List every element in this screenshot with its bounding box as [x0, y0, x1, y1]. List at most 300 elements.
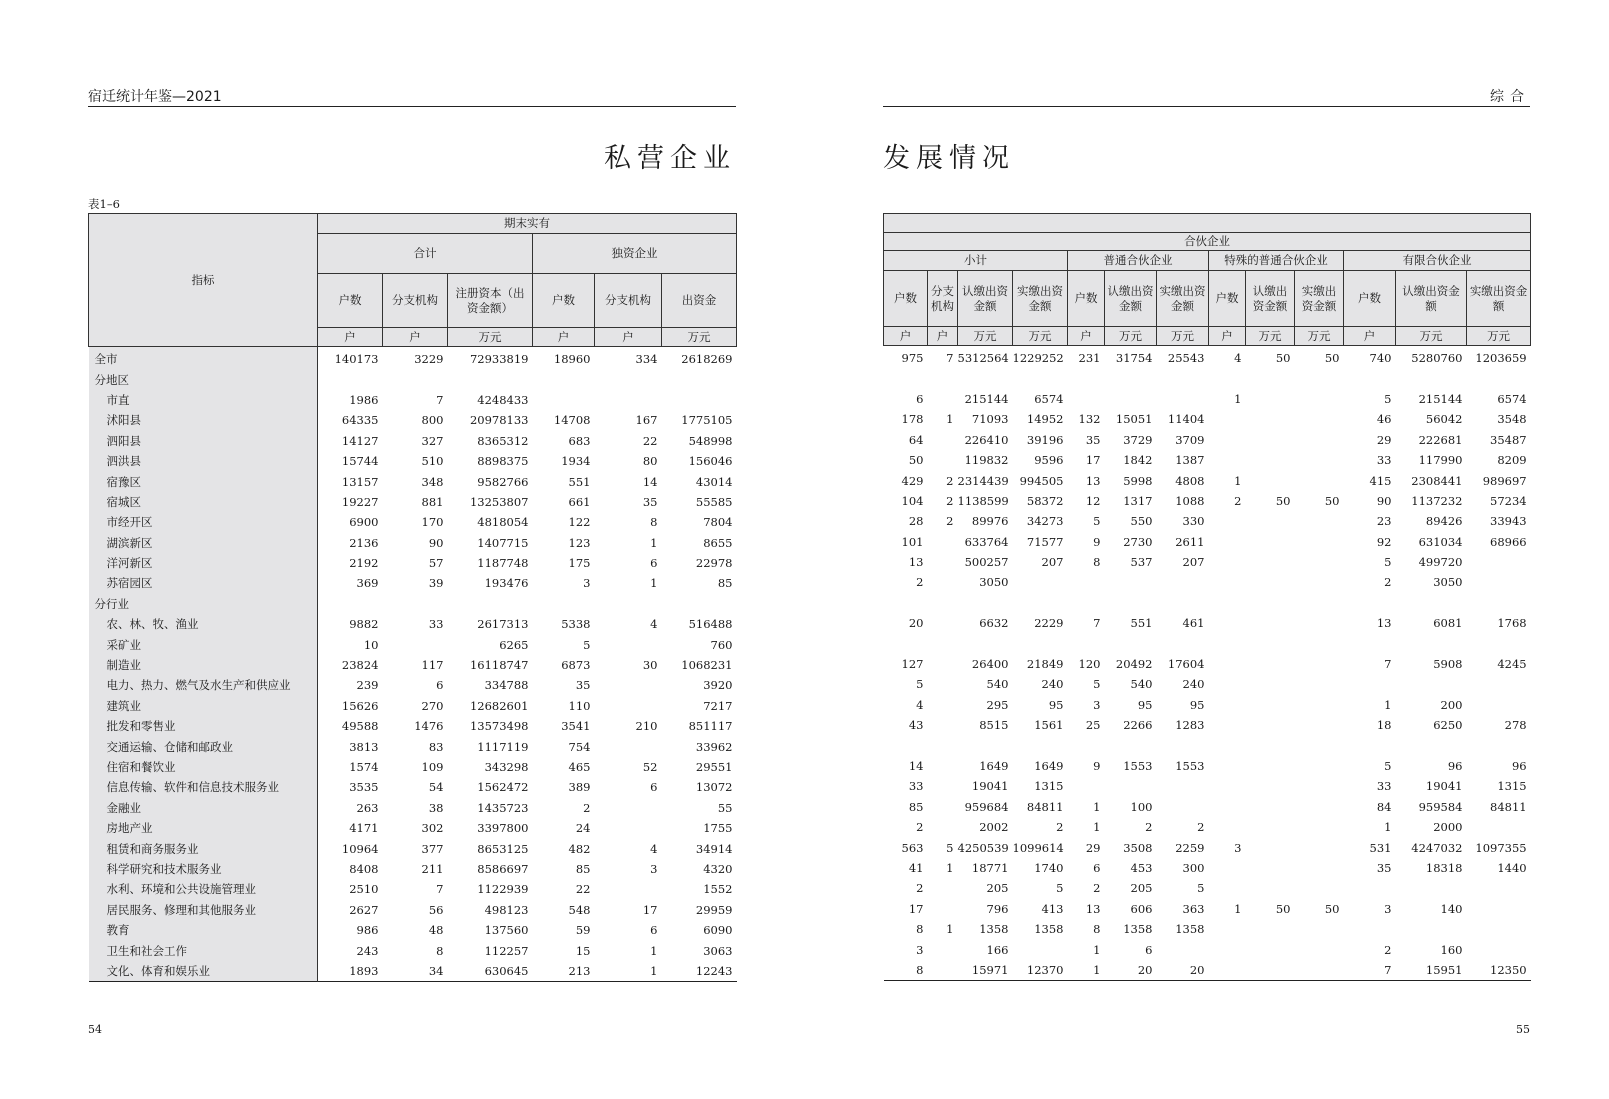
data-cell — [1013, 939, 1068, 959]
data-cell — [1246, 939, 1295, 959]
data-cell: 389 — [568, 780, 591, 795]
table-row — [89, 410, 737, 430]
table-row — [89, 492, 737, 512]
data-cell: 43 — [908, 718, 924, 733]
data-cell: 38 — [428, 800, 444, 815]
data-cell: 68966 — [1490, 534, 1527, 549]
data-cell — [928, 817, 958, 837]
data-cell: 334 — [635, 352, 658, 367]
data-cell: 369 — [356, 576, 379, 591]
data-cell — [1013, 593, 1068, 613]
running-head-right: 综合 — [883, 86, 1530, 107]
table-row — [884, 491, 1531, 511]
data-cell — [1105, 633, 1157, 653]
data-cell: 39 — [428, 576, 444, 591]
data-cell — [383, 634, 448, 654]
data-cell — [1467, 593, 1531, 613]
data-cell: 35 — [1376, 860, 1392, 875]
header-col: 注册资本（出资金额） — [448, 274, 533, 328]
data-cell: 1553 — [1123, 759, 1153, 773]
data-cell: 302 — [421, 821, 444, 836]
data-cell: 33 — [1376, 779, 1392, 794]
data-cell: 1 — [1234, 901, 1242, 916]
data-cell: 33 — [908, 779, 924, 794]
data-cell: 1934 — [561, 454, 591, 469]
data-cell: 453 — [1130, 860, 1153, 875]
data-cell — [595, 390, 662, 410]
table-row — [89, 696, 737, 716]
header-col: 户数 — [1344, 271, 1396, 327]
data-cell: 22 — [575, 882, 591, 897]
header-col: 认缴出资金额 — [1105, 271, 1157, 327]
row-label: 泗阳县 — [89, 431, 318, 451]
data-cell: 127 — [901, 657, 924, 672]
data-cell — [1246, 389, 1295, 409]
data-cell — [1068, 389, 1105, 409]
header-group-limited: 有限合伙企业 — [1344, 251, 1531, 271]
data-cell: 50 — [908, 453, 924, 468]
data-cell: 537 — [1130, 555, 1153, 570]
header-col: 认缴出资金额 — [958, 271, 1013, 327]
table-row — [884, 552, 1531, 572]
data-cell: 630645 — [484, 963, 529, 978]
data-cell: 295 — [986, 697, 1009, 712]
row-label: 教育 — [89, 920, 318, 940]
data-cell: 3508 — [1123, 840, 1153, 855]
data-cell: 631034 — [1418, 534, 1463, 549]
data-cell: 6 — [1145, 942, 1153, 957]
data-cell: 1229252 — [1012, 351, 1064, 366]
data-cell: 548998 — [688, 433, 733, 448]
table-row — [884, 939, 1531, 959]
unit-cell: 户 — [1344, 327, 1396, 346]
data-cell: 7 — [1093, 616, 1101, 631]
data-cell: 6900 — [349, 515, 379, 530]
table-row — [89, 798, 737, 818]
table-row — [884, 817, 1531, 837]
data-cell: 683 — [568, 433, 591, 448]
data-cell: 5 — [916, 677, 924, 692]
data-cell: 1122939 — [477, 882, 529, 897]
header-col: 户数 — [884, 271, 928, 327]
data-cell — [1246, 593, 1295, 613]
row-label: 电力、热力、燃气及水生产和供应业 — [89, 675, 318, 695]
data-cell: 989697 — [1482, 473, 1527, 488]
data-cell: 377 — [421, 841, 444, 856]
header-col: 分支机构 — [595, 274, 662, 328]
data-cell — [1246, 919, 1295, 939]
data-cell: 4 — [916, 697, 924, 712]
data-cell — [958, 633, 1013, 653]
data-cell — [884, 633, 928, 653]
data-cell: 330 — [1182, 514, 1205, 529]
data-cell — [1467, 572, 1531, 592]
data-cell: 95 — [1137, 697, 1153, 712]
data-cell — [1295, 695, 1344, 715]
data-cell: 213 — [568, 963, 591, 978]
data-cell: 4320 — [703, 861, 733, 876]
row-label: 建筑业 — [89, 696, 318, 716]
table-row — [89, 879, 737, 899]
data-cell: 95 — [1189, 697, 1205, 712]
data-cell — [1295, 409, 1344, 429]
data-cell — [1209, 593, 1246, 613]
data-cell: 7 — [1384, 657, 1392, 672]
data-cell: 1 — [1093, 799, 1101, 814]
row-label: 卫生和社会工作 — [89, 940, 318, 960]
data-cell: 10964 — [341, 841, 379, 856]
data-cell: 994505 — [1019, 473, 1064, 488]
data-cell: 19041 — [971, 779, 1009, 794]
data-cell: 55 — [717, 800, 733, 815]
table-id: 表1–6 — [88, 197, 120, 211]
header-col: 实缴出资金额 — [1295, 271, 1344, 327]
data-cell: 975 — [901, 351, 924, 366]
data-cell: 178 — [901, 412, 924, 427]
data-cell — [1105, 776, 1157, 796]
data-cell: 8653125 — [477, 841, 529, 856]
data-cell: 8655 — [703, 535, 733, 550]
table-row — [89, 431, 737, 451]
data-cell — [1209, 674, 1246, 694]
data-cell: 2136 — [349, 535, 379, 550]
unit-cell: 户 — [318, 328, 383, 347]
data-cell: 207 — [1182, 555, 1205, 570]
data-cell: 13573498 — [469, 719, 529, 734]
header-period-end: 期末实有 — [318, 214, 737, 234]
data-cell: 7 — [946, 351, 954, 366]
data-cell: 1315 — [1497, 779, 1527, 794]
data-cell: 510 — [421, 454, 444, 469]
row-label: 洋河新区 — [89, 553, 318, 573]
data-cell — [1246, 430, 1295, 450]
data-cell: 120 — [1078, 657, 1101, 672]
data-cell: 84 — [1376, 799, 1392, 814]
data-cell: 2 — [916, 881, 924, 896]
data-cell: 104 — [901, 493, 924, 508]
data-cell — [1105, 735, 1157, 755]
data-cell: 9582766 — [477, 474, 529, 489]
data-cell — [318, 369, 383, 389]
row-label: 租赁和商务服务业 — [89, 838, 318, 858]
data-cell — [662, 594, 737, 614]
right-data-table — [883, 213, 1531, 981]
data-cell: 14 — [908, 759, 924, 773]
data-cell: 95 — [1048, 697, 1064, 712]
data-cell: 90 — [1376, 493, 1392, 508]
data-cell: 8365312 — [477, 433, 529, 448]
data-cell: 5 — [1093, 514, 1101, 529]
data-cell: 50 — [1324, 351, 1340, 366]
data-cell — [1209, 572, 1246, 592]
data-cell: 1893 — [349, 963, 379, 978]
row-label: 居民服务、修理和其他服务业 — [89, 900, 318, 920]
data-cell: 58372 — [1026, 493, 1064, 508]
data-cell: 20492 — [1115, 657, 1153, 672]
data-cell — [1209, 715, 1246, 735]
data-cell — [1157, 939, 1209, 959]
data-cell: 29 — [1085, 840, 1101, 855]
data-cell — [1344, 919, 1396, 939]
data-cell: 14 — [642, 474, 658, 489]
data-cell: 30 — [642, 658, 658, 673]
data-cell: 1775105 — [681, 413, 733, 428]
data-cell: 2314439 — [957, 473, 1009, 488]
data-cell: 6 — [436, 678, 444, 693]
data-cell: 563 — [901, 840, 924, 855]
data-cell: 1 — [1093, 820, 1101, 835]
data-cell: 26400 — [971, 657, 1009, 672]
data-cell: 3229 — [414, 352, 444, 367]
data-cell: 167 — [635, 413, 658, 428]
data-cell — [1396, 919, 1467, 939]
data-cell: 327 — [421, 433, 444, 448]
row-label: 交通运输、仓储和邮政业 — [89, 736, 318, 756]
data-cell: 278 — [1504, 718, 1527, 733]
table-row — [884, 593, 1531, 613]
table-row — [884, 572, 1531, 592]
header-col: 分支机构 — [383, 274, 448, 328]
data-cell: 9596 — [1034, 453, 1064, 468]
data-cell — [1246, 797, 1295, 817]
data-cell — [1467, 633, 1531, 653]
data-cell: 33 — [428, 617, 444, 632]
data-cell — [884, 735, 928, 755]
data-cell: 35 — [1085, 432, 1101, 447]
unit-cell: 万元 — [448, 328, 533, 347]
data-cell: 85 — [717, 576, 733, 591]
data-cell — [1295, 633, 1344, 653]
data-cell — [1295, 368, 1344, 388]
data-cell: 239 — [356, 678, 379, 693]
data-cell: 137560 — [484, 923, 529, 938]
data-cell: 1 — [1384, 697, 1392, 712]
data-cell: 7804 — [703, 515, 733, 530]
data-cell: 2730 — [1123, 534, 1153, 549]
data-cell — [1344, 735, 1396, 755]
data-cell: 4 — [650, 617, 658, 632]
data-cell — [595, 879, 662, 899]
data-cell — [1467, 695, 1531, 715]
data-cell: 5312564 — [957, 351, 1009, 366]
data-cell — [1068, 572, 1105, 592]
row-label: 全市 — [89, 347, 318, 370]
table-row — [884, 450, 1531, 470]
data-cell: 3535 — [349, 780, 379, 795]
data-cell: 1435723 — [477, 800, 529, 815]
data-cell: 1407715 — [477, 535, 529, 550]
data-cell: 1099614 — [1012, 840, 1064, 855]
data-cell: 5998 — [1123, 473, 1153, 488]
data-cell: 2308441 — [1411, 473, 1463, 488]
data-cell — [1209, 735, 1246, 755]
data-cell: 959684 — [964, 799, 1009, 814]
data-cell: 160 — [1440, 942, 1463, 957]
data-cell: 4250539 — [957, 840, 1009, 855]
data-cell — [1295, 511, 1344, 531]
data-cell — [533, 390, 595, 410]
table-row — [884, 858, 1531, 878]
data-cell — [928, 450, 958, 470]
data-cell: 531 — [1369, 840, 1392, 855]
table-row — [89, 614, 737, 634]
header-group-sole: 独资企业 — [533, 234, 737, 274]
table-row — [89, 716, 737, 736]
header-col: 分支机构 — [928, 271, 958, 327]
data-cell — [1295, 470, 1344, 490]
data-cell: 22 — [642, 433, 658, 448]
data-cell: 43014 — [695, 474, 733, 489]
data-cell: 3548 — [1497, 412, 1527, 427]
unit-cell: 万元 — [1013, 327, 1068, 346]
table-row — [89, 655, 737, 675]
data-cell: 6632 — [979, 616, 1009, 631]
data-cell: 71093 — [971, 412, 1009, 427]
data-cell: 4248433 — [477, 392, 529, 407]
data-cell: 13157 — [341, 474, 379, 489]
table-row — [884, 756, 1531, 776]
data-cell: 101 — [901, 534, 924, 549]
data-cell: 1842 — [1123, 453, 1153, 468]
data-cell: 6574 — [1497, 391, 1527, 406]
data-cell — [1013, 368, 1068, 388]
table-row — [89, 961, 737, 982]
data-cell: 1561 — [1034, 718, 1064, 733]
data-cell: 3 — [650, 861, 658, 876]
table-row — [884, 735, 1531, 755]
header-col: 实缴出资金额 — [1013, 271, 1068, 327]
data-cell: 3920 — [703, 678, 733, 693]
header-group-special: 特殊的普通合伙企业 — [1209, 251, 1344, 271]
data-cell: 207 — [1041, 555, 1064, 570]
data-cell: 6081 — [1433, 616, 1463, 631]
data-cell — [383, 369, 448, 389]
unit-cell: 户 — [383, 328, 448, 347]
data-cell: 498123 — [484, 902, 529, 917]
data-cell: 193476 — [484, 576, 529, 591]
data-cell: 5338 — [561, 617, 591, 632]
data-cell — [1295, 613, 1344, 633]
data-cell: 18 — [1376, 718, 1392, 733]
data-cell: 5 — [1056, 881, 1064, 896]
table-row — [884, 346, 1531, 369]
data-cell: 35487 — [1490, 432, 1527, 447]
data-cell: 1 — [650, 535, 658, 550]
data-cell: 661 — [568, 494, 591, 509]
table-row — [89, 838, 737, 858]
data-cell: 80 — [642, 454, 658, 469]
data-cell: 1187748 — [477, 556, 529, 571]
data-cell: 7 — [436, 882, 444, 897]
row-label: 金融业 — [89, 798, 318, 818]
data-cell — [1467, 674, 1531, 694]
data-cell: 8586697 — [477, 861, 529, 876]
data-cell — [1105, 593, 1157, 613]
data-cell: 200 — [1440, 697, 1463, 712]
data-cell — [1396, 674, 1467, 694]
data-cell — [928, 430, 958, 450]
row-label: 制造业 — [89, 655, 318, 675]
data-cell — [595, 369, 662, 389]
data-cell: 2 — [1145, 820, 1153, 835]
data-cell: 6 — [650, 556, 658, 571]
page-title-left: 私营企业 — [604, 143, 736, 174]
data-cell — [928, 674, 958, 694]
data-cell: 12370 — [1026, 962, 1064, 977]
data-cell: 57 — [428, 556, 444, 571]
data-cell — [1068, 735, 1105, 755]
table-row — [884, 511, 1531, 531]
data-cell — [533, 369, 595, 389]
data-cell: 1317 — [1123, 493, 1153, 508]
data-cell: 21849 — [1026, 657, 1064, 672]
data-cell: 140173 — [334, 352, 379, 367]
data-cell: 1740 — [1034, 860, 1064, 875]
table-row — [89, 369, 737, 389]
data-cell: 1203659 — [1475, 351, 1527, 366]
data-cell — [928, 613, 958, 633]
data-cell — [1295, 776, 1344, 796]
table-row — [89, 777, 737, 797]
data-cell — [595, 634, 662, 654]
data-cell — [928, 572, 958, 592]
table-row — [89, 347, 737, 370]
unit-cell: 万元 — [1396, 327, 1467, 346]
data-cell: 1755 — [703, 821, 733, 836]
data-cell: 5 — [1384, 391, 1392, 406]
data-cell: 348 — [421, 474, 444, 489]
data-cell: 15951 — [1425, 962, 1463, 977]
data-cell: 300 — [1182, 860, 1205, 875]
data-cell: 8 — [916, 962, 924, 977]
table-row — [89, 471, 737, 491]
data-cell — [595, 818, 662, 838]
data-cell — [1246, 409, 1295, 429]
data-cell — [1209, 858, 1246, 878]
table-row — [89, 818, 737, 838]
data-cell: 2617313 — [477, 617, 529, 632]
data-cell: 112257 — [484, 943, 529, 958]
data-cell — [1246, 552, 1295, 572]
data-cell: 1 — [650, 943, 658, 958]
data-cell: 3813 — [349, 739, 379, 754]
data-cell: 39196 — [1026, 432, 1064, 447]
unit-cell: 户 — [884, 327, 928, 346]
data-cell: 13072 — [695, 780, 733, 795]
data-cell: 72933819 — [469, 352, 529, 367]
data-cell — [1246, 837, 1295, 857]
data-cell — [1246, 858, 1295, 878]
data-cell: 17 — [642, 902, 658, 917]
unit-cell: 户 — [1068, 327, 1105, 346]
data-cell — [928, 756, 958, 776]
data-cell — [1295, 858, 1344, 878]
data-cell: 12 — [1085, 493, 1101, 508]
data-cell: 117 — [421, 658, 444, 673]
data-cell: 1137232 — [1411, 493, 1463, 508]
data-cell: 14952 — [1026, 412, 1064, 427]
data-cell: 35 — [642, 494, 658, 509]
data-cell: 6265 — [499, 637, 529, 652]
data-cell: 3050 — [1433, 575, 1463, 590]
data-cell: 2 — [946, 473, 954, 488]
header-group-total: 合计 — [318, 234, 533, 274]
data-cell — [1467, 919, 1531, 939]
data-cell: 166 — [986, 942, 1009, 957]
data-cell — [1246, 613, 1295, 633]
data-cell — [1209, 532, 1246, 552]
data-cell: 64335 — [341, 413, 379, 428]
